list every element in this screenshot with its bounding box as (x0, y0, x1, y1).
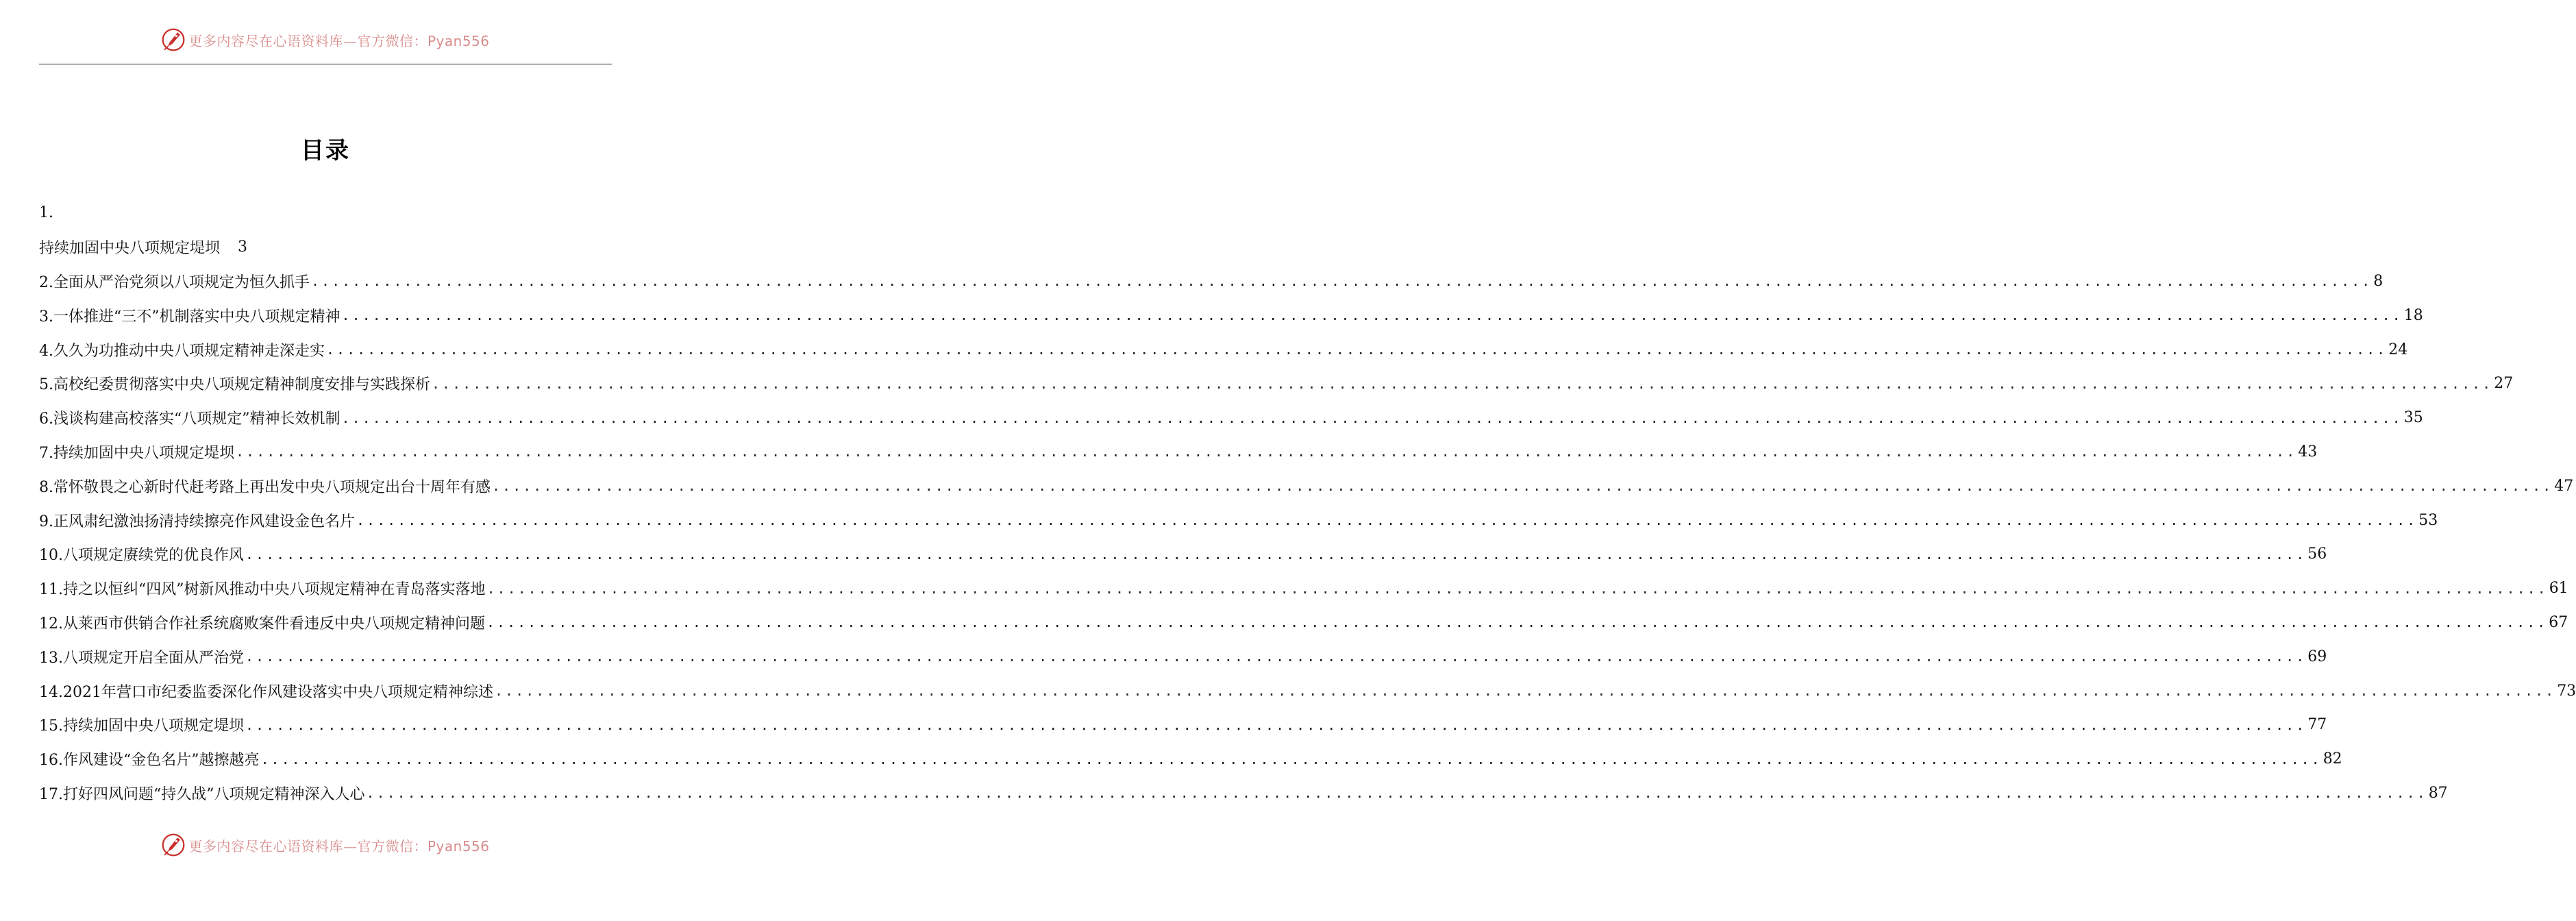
toc-entry[interactable] (39, 572, 2568, 606)
toc-page-number: 87 (2428, 784, 2448, 802)
toc-entry[interactable] (39, 776, 2448, 811)
toc-entry-title: 1. (39, 204, 53, 222)
toc-entry-title: 4.久久为功推动中央八项规定精神走深走实 (39, 342, 325, 360)
toc-page-number: 43 (2298, 443, 2318, 460)
toc-page-number: 24 (2388, 341, 2408, 358)
dot-leader: ........................................................................................................................................................................................................ (486, 580, 2548, 597)
toc-entry-title: 持续加固中央八项规定堤坝 (39, 240, 221, 258)
toc-entry-title: 17.打好四风问题“持久战”八项规定精神深入人心 (39, 785, 365, 803)
toc-page-number: 3 (238, 238, 248, 256)
toc-entry[interactable] (39, 708, 2327, 742)
toc-page-number: 47 (2554, 477, 2574, 495)
toc-entry-title: 9.正风肃纪激浊扬清持续擦亮作风建设金色名片 (39, 513, 355, 530)
toc-page-number: 53 (2418, 511, 2438, 529)
toc-entry-title: 11.持之以恒纠“四风”树新风推动中央八项规定精神在青岛落实落地 (39, 581, 486, 599)
dot-leader: ........................................................................................................................................................................................................ (236, 443, 2297, 460)
toc-entry[interactable] (39, 401, 2423, 435)
toc-entry (39, 230, 612, 265)
toc-entry[interactable] (39, 537, 2327, 572)
toc-entry[interactable] (39, 367, 2514, 401)
dot-leader: ........................................................................................................................................................................................................ (492, 478, 2553, 495)
toc-entry-title: 3.一体推进“三不”机制落实中央八项规定精神 (39, 308, 340, 326)
pen-nib-logo-icon (161, 833, 186, 857)
toc-page-number: 67 (2549, 613, 2568, 631)
wechat-id: Pyan556 (427, 837, 490, 855)
toc-entry[interactable] (39, 265, 2383, 299)
pen-nib-logo-icon (161, 27, 186, 52)
toc-page-number: 18 (2403, 306, 2423, 324)
dot-leader: ........................................................................................................................................................................................................ (341, 307, 2403, 324)
toc-entry-title: 16.作风建设“金色名片”越擦越亮 (39, 752, 260, 770)
toc-entry[interactable] (39, 298, 2423, 332)
page-title: 目录 (301, 137, 350, 164)
dot-leader: ........................................................................................................................................................................................................ (494, 683, 2556, 700)
toc-entry-title: 13.八项规定开启全面从严治党 (39, 649, 244, 667)
dot-leader: ........................................................................................................................................................................................................ (432, 375, 2493, 392)
dot-leader: ........................................................................................................................................................................................................ (366, 785, 2427, 802)
toc-page-number: 8 (2373, 272, 2383, 290)
toc-entry[interactable] (39, 742, 2342, 776)
toc-entry-title: 15.持续加固中央八项规定堤坝 (39, 717, 244, 735)
footer-watermark (0, 831, 651, 859)
dot-leader: ........................................................................................................................................................................................................ (311, 273, 2373, 290)
toc-entry-title: 6.浅谈构建高校落实“八项规定”精神长效机制 (39, 410, 340, 428)
toc-entry-title: 8.常怀敬畏之心新时代赶考路上再出发中央八项规定出台十周年有感 (39, 478, 491, 496)
toc-entry-title: 7.持续加固中央八项规定堤坝 (39, 444, 234, 462)
dot-leader: ........................................................................................................................................................................................................ (341, 409, 2403, 426)
toc-entry[interactable] (39, 332, 2408, 367)
header-watermark (0, 26, 651, 53)
toc-entry[interactable] (39, 606, 2568, 640)
dot-leader: ........................................................................................................................................................................................................ (326, 341, 2388, 358)
toc-page-number: 56 (2307, 545, 2327, 563)
toc-page-number: 69 (2307, 648, 2327, 665)
toc-entry[interactable] (39, 674, 2576, 708)
watermark-text: 更多内容尽在心语资料库—官方微信：Pyan556 (188, 32, 490, 49)
toc-page-number: 27 (2494, 375, 2514, 393)
toc-entry-title: 2.全面从严治党须以八项规定为恒久抓手 (39, 273, 310, 291)
toc-entry[interactable] (39, 639, 2327, 674)
dot-leader: ........................................................................................................................................................................................................ (486, 614, 2548, 631)
dot-leader: ........................................................................................................................................................................................................ (245, 716, 2307, 733)
toc-entry-title: 14.2021年营口市纪委监委深化作风建设落实中央八项规定精神综述 (39, 683, 493, 701)
toc-entry-title: 12.从莱西市供销合作社系统腐败案件看违反中央八项规定精神问题 (39, 615, 485, 633)
dot-leader: ........................................................................................................................................................................................................ (245, 545, 2307, 563)
toc-page-number: 73 (2557, 682, 2576, 700)
toc-entry-title: 10.八项规定赓续党的优良作风 (39, 547, 244, 565)
dot-leader: ........................................................................................................................................................................................................ (356, 512, 2418, 529)
toc-entry[interactable] (39, 469, 2574, 503)
toc-entry-title: 5.高校纪委贯彻落实中央八项规定精神制度安排与实践探析 (39, 376, 430, 394)
toc-page-number: 77 (2307, 716, 2327, 734)
watermark-text: 更多内容尽在心语资料库—官方微信：Pyan556 (188, 837, 490, 855)
toc-entry[interactable] (39, 435, 2318, 469)
toc-entry (39, 196, 612, 230)
table-of-contents (39, 196, 2576, 810)
toc-page-number: 61 (2549, 580, 2568, 598)
toc-page-number: 35 (2403, 409, 2423, 427)
toc-entry[interactable] (39, 503, 2438, 537)
dot-leader: ........................................................................................................................................................................................................ (260, 750, 2322, 768)
dot-leader: ........................................................................................................................................................................................................ (245, 648, 2307, 665)
toc-page-number: 82 (2323, 750, 2342, 768)
wechat-id: Pyan556 (427, 32, 490, 49)
